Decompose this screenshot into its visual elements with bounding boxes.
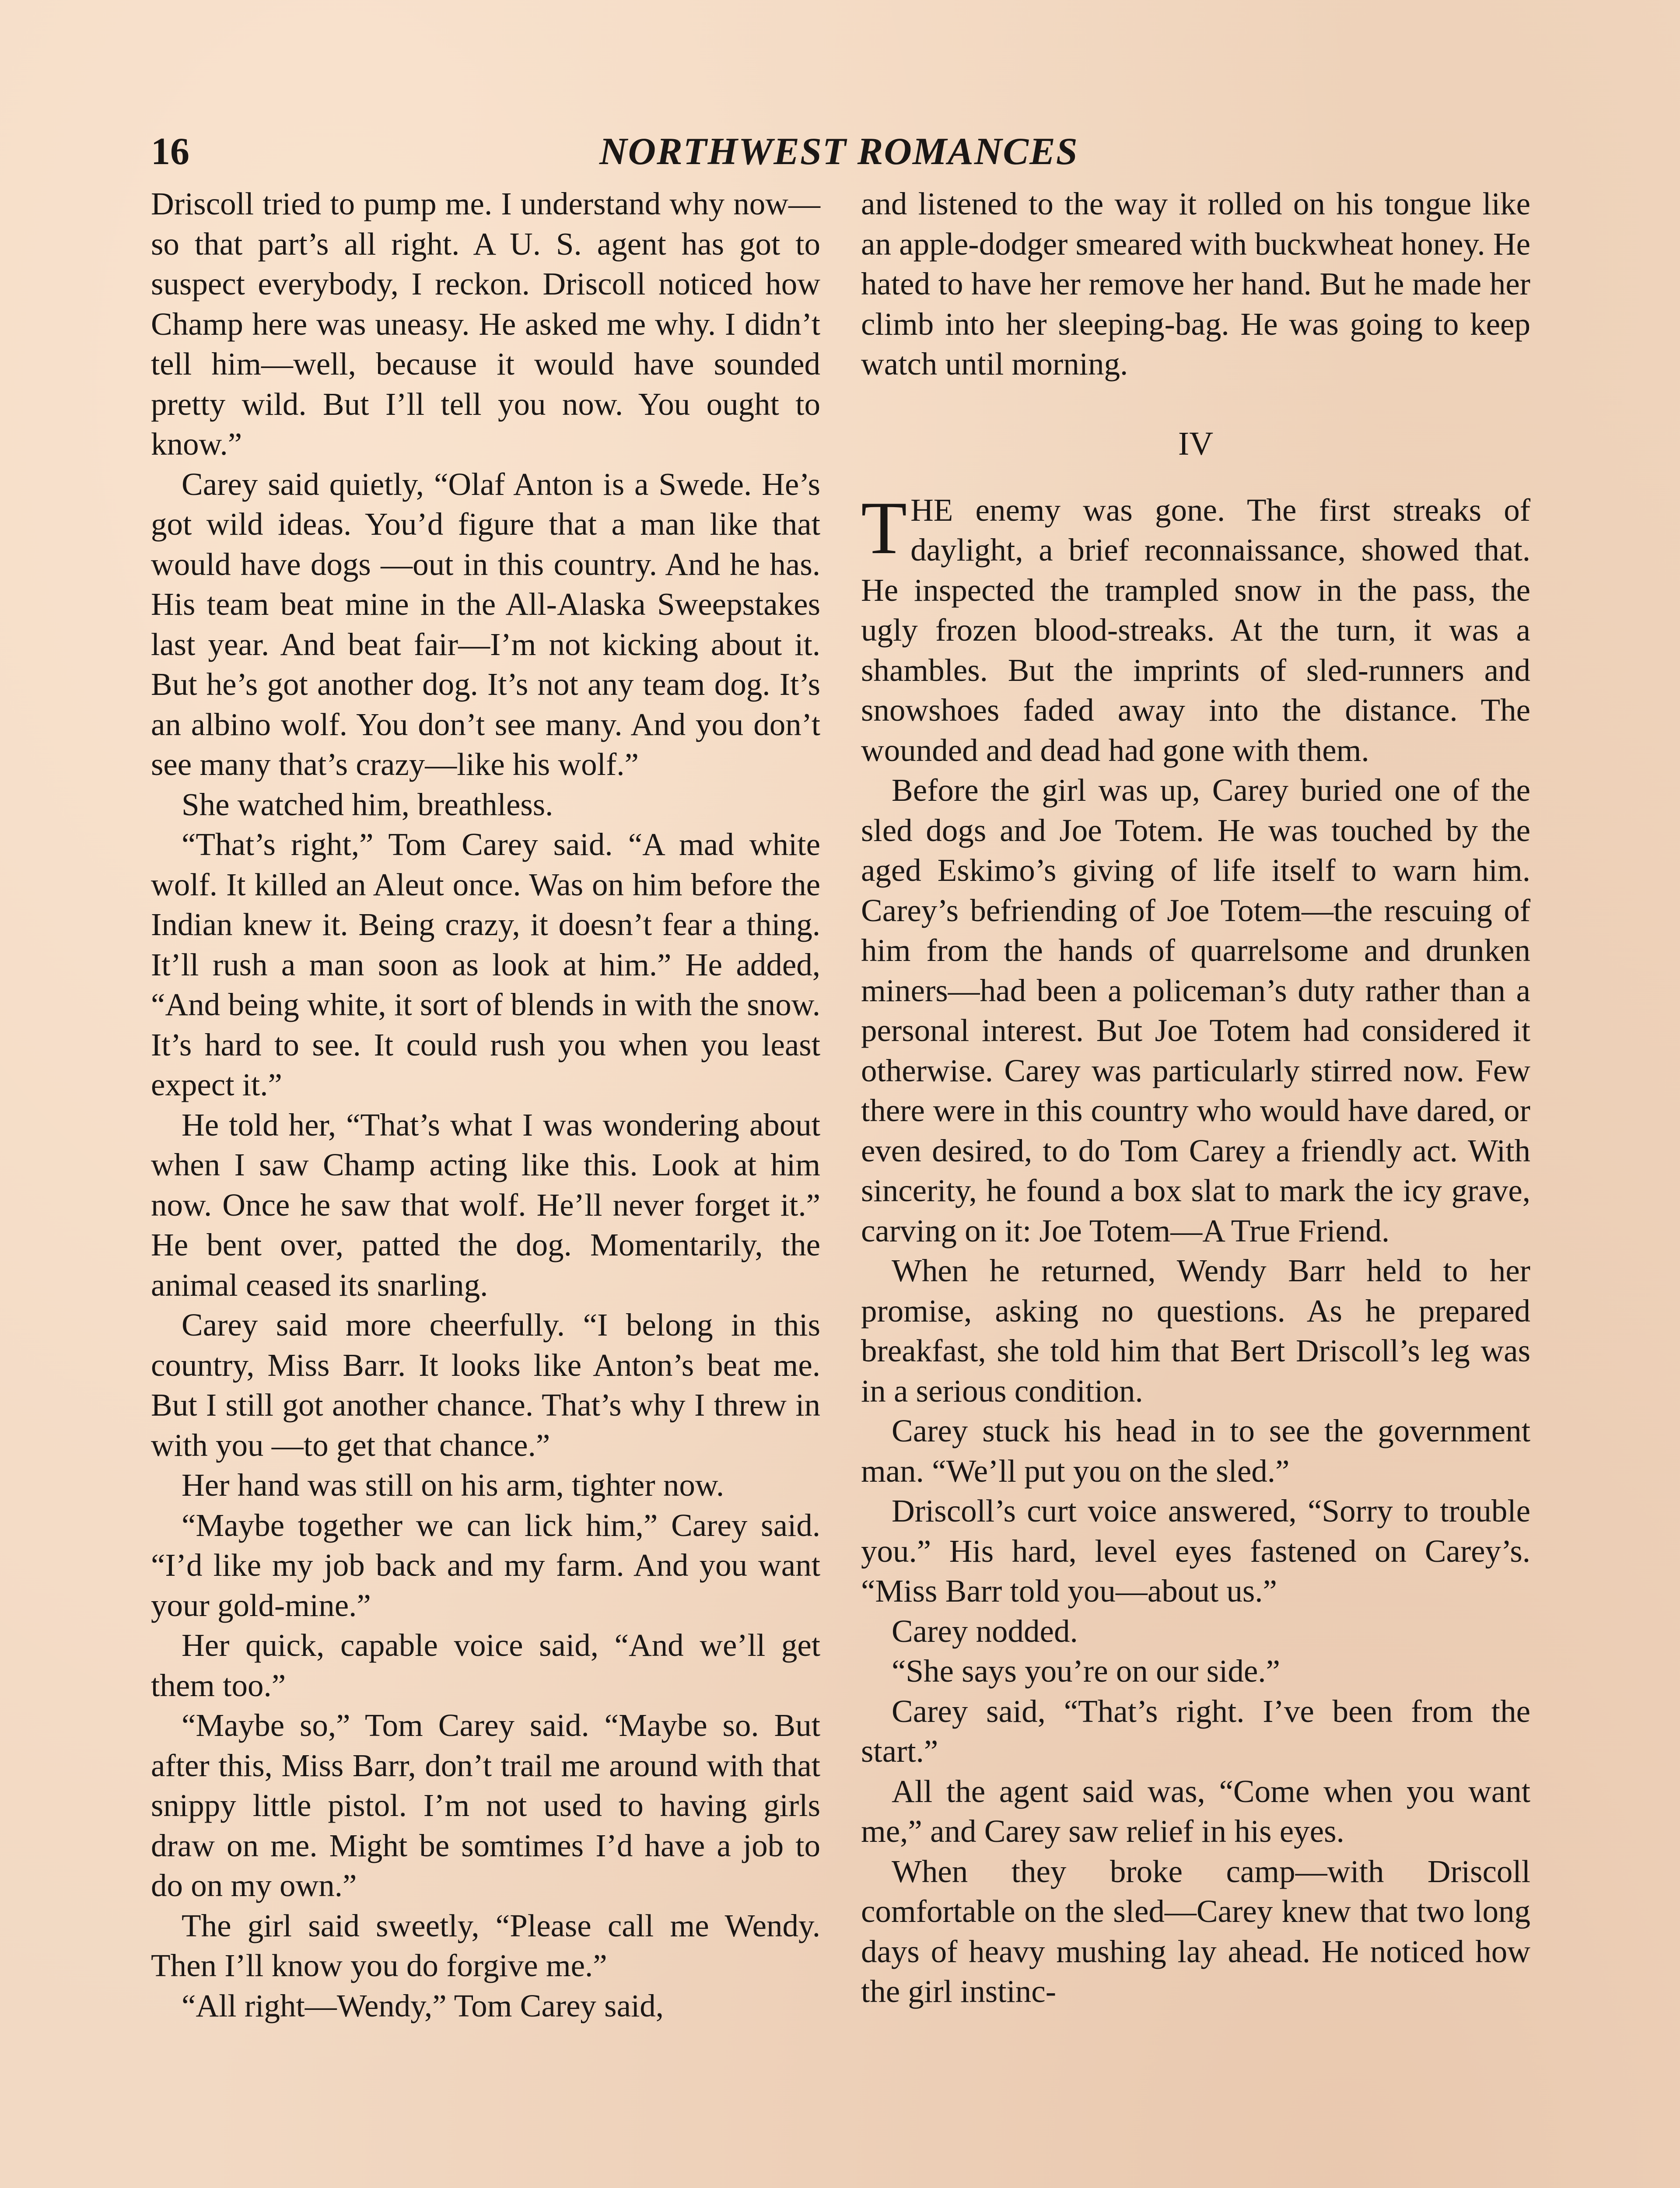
paragraph: Before the girl was up, Carey buried one of the sled dogs and Joe Totem. He was touched by the aged Eskimo’s giving of life itself to warn him. Carey’s befriending of Joe Totem—the rescuing of him from the hands of quarrelsome and drunken miners—had been a policeman’s duty rather than a personal interest. But Joe Totem had considered it otherwise. Carey was particularly stirred now. Few there were in this country who would have dared, or even desired, to do Tom Carey a friendly act. With sincerity, he found a box slat to mark the icy grave, carving on it: Joe Totem—A True Friend. [861, 772, 1530, 1248]
paragraph: Her hand was still on his arm, tighter now. [182, 1467, 724, 1503]
right-column [861, 184, 1530, 2012]
paragraph: All the agent said was, “Come when you want me,” and Carey saw relief in his eyes. [861, 1773, 1530, 1849]
paragraph: Carey stuck his head in to see the government man. “We’ll put you on the sled.” [861, 1413, 1530, 1489]
paragraph: and listened to the way it rolled on his tongue like an apple-dodger smeared with buckwheat honey. He hated to have her remove her hand. But he made her climb into her sleeping-bag. He was going to keep watch until morning. [861, 186, 1530, 382]
left-column [151, 184, 820, 2026]
paragraph: Carey said more cheerfully. “I belong in this country, Miss Barr. It looks like Anton’s beat me. But I still got another chance. That’s why I threw in with you —to get that chance.” [151, 1307, 820, 1463]
paragraph: Carey said quietly, “Olaf Anton is a Swede. He’s got wild ideas. You’d figure that a man like that would have dogs —out in this country. And he has. His team beat mine in the All-Alaska Sweepstakes last year. And beat fair—I’m not kicking about it. But he’s got another dog. It’s not any team dog. It’s an albino wolf. You don’t see many. And you don’t see many that’s crazy—like his wolf.” [151, 466, 820, 782]
paragraph: The girl said sweetly, “Please call me Wendy. Then I’ll know you do forgive me.” [151, 1907, 820, 1983]
page-header [151, 128, 1542, 180]
running-title: NORTHWEST ROMANCES [599, 130, 1078, 173]
dropcap-text: enemy was gone. The first streaks of daylight, a brief reconnaissance, showed that. He inspected the trampled snow in the pass, the ugly frozen blood-streaks. At the turn, it was a shambles. But the imprints of sled-runners and snowshoes faded away into the distance. The wounded and dead had gone with them. [861, 492, 1530, 768]
paragraph: “Maybe together we can lick him,” Carey said. “I’d like my job back and my farm. And you want your gold-mine.” [151, 1507, 820, 1623]
paragraph: Driscoll tried to pump me. I understand why now—so that part’s all right. A U. S. agent has got to suspect everybody, I reckon. Driscoll noticed how Champ here was uneasy. He asked me why. I didn’t tell him—well, because it would have sounded pretty wild. But I’ll tell you now. You ought to know.” [151, 186, 820, 462]
dropcap-paragraph [861, 486, 1530, 771]
paragraph: “Maybe so,” Tom Carey said. “Maybe so. But after this, Miss Barr, don’t trail me around with that snippy little pistol. I’m not used to having girls draw on me. Might be somtimes I’d have a job to do on my own.” [151, 1708, 820, 1903]
paragraph: She watched him, breathless. [182, 786, 553, 822]
paragraph: Her quick, capable voice said, “And we’ll get them too.” [151, 1627, 820, 1703]
page-number: 16 [151, 130, 189, 173]
section-heading: IV [1178, 425, 1214, 462]
drop-cap: T [861, 486, 907, 570]
paragraph: When they broke camp—with Driscoll comfortable on the sled—Carey knew that two long days of heavy mushing lay ahead. He noticed how the girl instinc- [861, 1853, 1530, 2009]
paragraph: “All right—Wendy,” Tom Carey said, [182, 1988, 664, 2023]
paragraph: Carey said, “That’s right. I’ve been from the start.” [861, 1693, 1530, 1769]
paragraph: Driscoll’s curt voice answered, “Sorry to trouble you.” His hard, level eyes fastened on Carey’s. “Miss Barr told you—about us.” [861, 1493, 1530, 1609]
paragraph: When he returned, Wendy Barr held to her promise, asking no questions. As he prepared breakfast, she told him that Bert Driscoll’s leg was in a serious condition. [861, 1253, 1530, 1409]
paragraph: He told her, “That’s what I was wondering about when I saw Champ acting like this. Look at him now. Once he saw that wolf. He’ll never forget it.” He bent over, patted the dog. Momentarily, the animal ceased its snarling. [151, 1107, 820, 1303]
paragraph: “She says you’re on our side.” [892, 1653, 1280, 1689]
paragraph: “That’s right,” Tom Carey said. “A mad white wolf. It killed an Aleut once. Was on him before the Indian knew it. Being crazy, it doesn’t fear a thing. It’ll rush a man soon as look at him.” He added, “And being white, it sort of blends in with the snow. It’s hard to see. It could rush you when you least expect it.” [151, 827, 820, 1102]
paragraph: Carey nodded. [892, 1613, 1078, 1649]
dropcap-smallcaps: HE [910, 492, 953, 528]
